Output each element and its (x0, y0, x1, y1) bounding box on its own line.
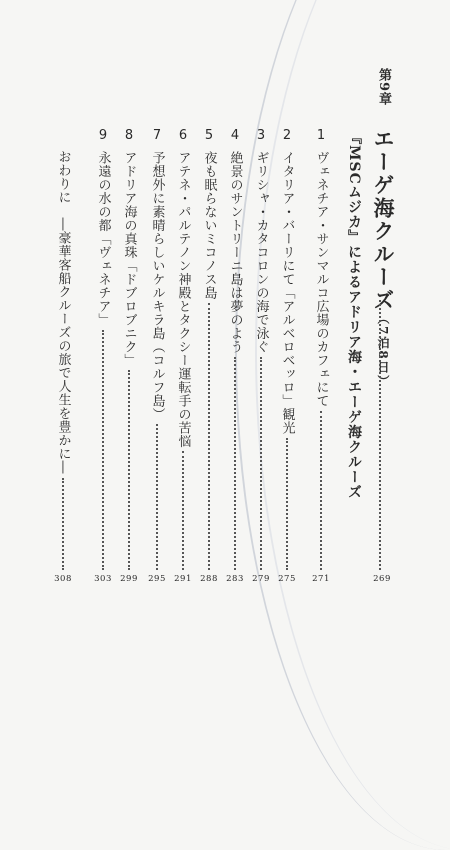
chapter-title (373, 128, 394, 389)
dot-leader (234, 357, 238, 571)
toc-entry[interactable] (119, 128, 139, 367)
toc-page-number: 303 (94, 574, 112, 584)
toc-entry-title: アドリア海の真珠「ドブロブニク」 (121, 151, 137, 367)
toc-entry-number: 8 (124, 128, 134, 143)
toc-page-number: 291 (174, 574, 192, 584)
toc-entry-number: 9 (98, 128, 108, 143)
toc-page-number: 299 (120, 574, 138, 584)
toc-entry-title: ギリシャ・カタコロンの海で泳ぐ (253, 151, 269, 354)
dot-leader (286, 438, 290, 571)
chapter-title-text: エーゲ海クルーズ (371, 128, 396, 312)
toc-entry-title: アテネ・パルテノン神殿とタクシー運転手の苦悩 (175, 151, 191, 448)
toc-entry[interactable] (93, 128, 113, 327)
toc-page-number: 295 (148, 574, 166, 584)
dot-leader (320, 411, 324, 571)
toc-entry[interactable] (311, 128, 331, 408)
toc-page-number: 271 (312, 574, 330, 584)
toc-page-number: 275 (278, 574, 296, 584)
toc-page-number: 283 (226, 574, 244, 584)
toc-entry-number: 5 (204, 128, 214, 143)
toc-page-number: 308 (54, 574, 72, 584)
dot-leader (182, 451, 186, 570)
toc-entry-number: 1 (316, 128, 326, 143)
toc-entry-number: 7 (152, 128, 162, 143)
chapter-label (377, 68, 390, 106)
toc-entry-title: 夜も眠らないミコノス島 (201, 151, 217, 300)
chapter-subtitle-text: 『MSCムジカ』によるアドリア海・エーゲ海クルーズ (346, 130, 362, 500)
toc-entry-title: ヴェネチア・サンマルコ広場のカフェにて (313, 151, 329, 408)
chapter-subtitle (347, 130, 361, 500)
toc-entry-number: 3 (256, 128, 266, 143)
dot-leader (156, 424, 160, 570)
chapter-label-text: 第9章 (376, 68, 391, 107)
toc-entry[interactable] (251, 128, 271, 354)
toc-entry-number: 6 (178, 128, 188, 143)
dot-leader (208, 303, 212, 571)
dot-leader (102, 330, 106, 571)
toc-entry-number: 2 (282, 128, 292, 143)
toc-page-number: 279 (252, 574, 270, 584)
dot-leader (128, 370, 132, 570)
toc-entry-title: イタリア・バーリにて「アルベロベッロ」観光 (279, 151, 295, 435)
dot-leader (62, 478, 66, 570)
chapter-title-note: （7泊8日） (376, 312, 390, 389)
toc-entry[interactable] (199, 128, 219, 300)
toc-entry[interactable] (277, 128, 297, 435)
toc-closing[interactable] (53, 150, 73, 474)
toc-entry-title: 予想外に素晴らしいケルキラ島（コルフ島） (149, 151, 165, 421)
toc-entry-number: 4 (230, 128, 240, 143)
toc-entry[interactable] (225, 128, 245, 354)
dot-leader (260, 357, 264, 571)
toc-page-number: 288 (200, 574, 218, 584)
toc-entry[interactable] (173, 128, 193, 448)
toc-entry[interactable] (147, 128, 167, 421)
toc-page-number: 269 (373, 574, 391, 584)
toc-closing-title: おわりに ―豪華客船クルーズの旅で人生を豊かに― (55, 150, 71, 474)
dot-leader (379, 300, 383, 570)
toc-entry-title: 絶景のサントリーニ島は夢のよう (227, 151, 243, 354)
toc-entry-title: 永遠の水の都「ヴェネチア」 (95, 151, 111, 327)
